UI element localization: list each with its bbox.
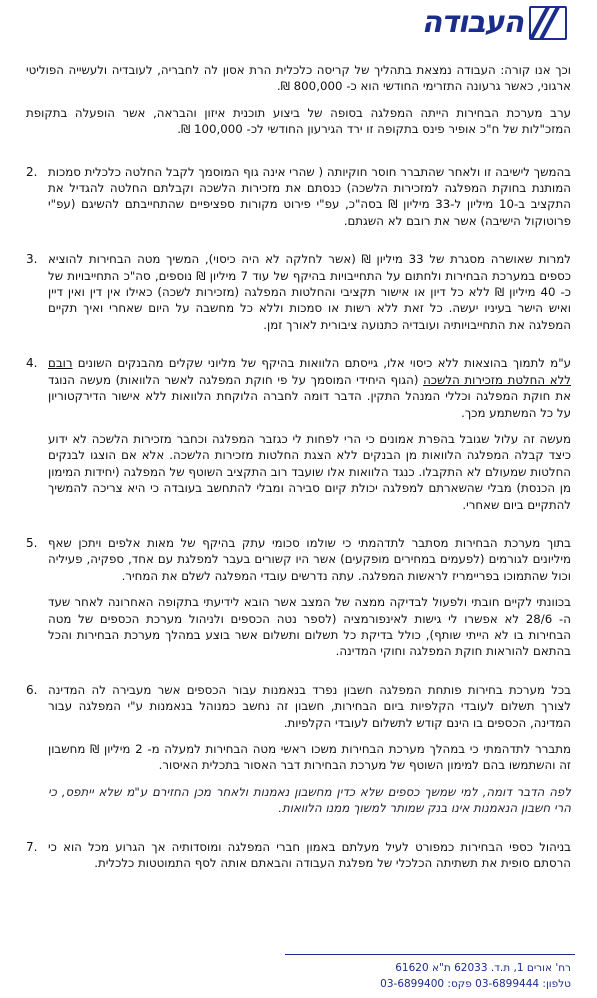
section-5 (26, 535, 571, 660)
letter-body (26, 62, 571, 893)
intro-paragraph-1: וכך אנו קורה: העבודה נמצאת בתהליך של קריסה כלכלית הרת אסון לה לחבריה, לעובדיה ולעשייה הפוליטי ארגוני, כאשר גרעונה התזרימי החודשי הוא כ- 800,000 ₪. (26, 63, 571, 94)
section-number: .7 (26, 839, 38, 854)
section-number: .4 (26, 356, 38, 371)
party-logo (397, 6, 567, 40)
section-3 (26, 251, 571, 333)
section-6 (26, 682, 571, 817)
section-text-continued: מעשה זה עלול שגובל בהפרת אמונים כי הרי לפחות לי כגזבר המפלגה וכחבר מזכירות הלשכה לא ידוע כיצד קבלה המפלגה הלוואות מן הבנקים ללא הצגת החלטות מזכירות הלשכה. אלא אם הוצגו לבנקים החלטות שמעולם לא התקבלו. כנגד הלוואות אלו שועבד רוב התקציב השוטף של המפלגה (יחידות המימון מן הכנסת) מבלי שהשארתם למפלגה יכולת קיום סבירה ומבלי להתחשב בעובדה כי היא צריכה להמשיך להתקיים ביום שאחרי. (48, 431, 571, 512)
letterhead-footer (271, 960, 571, 992)
footer-address: רח' אורים 1, ת.ד. 62033 ת"א 61620 (395, 962, 571, 974)
section-text-part: ע"מ לתמוך בהוצאות ללא כיסוי אלו, גייסתם הלוואות בהיקף של מליוני שקלים מהבנקים השונים (72, 356, 571, 371)
party-emblem-icon (529, 6, 567, 40)
section-text: למרות שאושרה מסגרת של 33 מיליון ₪ (אשר לחלקה לא היה כיסוי), המשיך מטה הבחירות להוציא כספים במערכת הבחירות ולחתום על התחייבויות בהיקף של עוד 7 מיליון ₪ נוספים, סה"כ התחייבויות של כ- 40 מיליון ₪ ללא כל דיון או אישור תקציבי והחלטות המפלגה (מזכירות לשכה) כאילו אין דין ואין דיין ואיש הישר בעיניו יעשה. כל זאת ללא רשות או סמכות וללא כל מחשבה על היום שאחרי ואיך תקיים המפלגה את התחייבויותיה ועובדיה כתנועה ציבורית לאורך זמן. (48, 252, 572, 332)
section-text-continued: בכוונתי לקיים חובתי ולפעול לבדיקה ממצה של המצב אשר הובא לידיעתי בתקופה האחרונה לאחר שעד ה- 28/6 לא אפשרו לי גישות לאינפורמציה (לספר נטה הכספים ולניהול מערכת הכספים של מטה הבחירות בו לא הייתי שותף), כולל בדיקת כל תשלום ותשלום אשר בוצע במהלך מערכת הבחירות והכל בהתאם להוראות חוקת המפלגה וחוקי המדינה. (48, 595, 571, 659)
section-number: .2 (26, 164, 38, 179)
section-text: בתוך מערכת הבחירות מסתבר לתדהמתי כי שולמו סכומי עתק בהיקף של מאות אלפים ויתכן שאף מיליונים לגורמים (לפעמים במחירים מופקעים) אשר היו קשורים בעבר למפלגת עם אחד, ספקיה, פעיליה וכול שהתמוכו בפריימריז לראשות המפלגה. עתה נדרשים עובדי המפלגה לשלם את המחיר. (48, 535, 571, 583)
section-number: .3 (26, 252, 38, 267)
footer-divider (285, 954, 575, 955)
section-7 (26, 839, 571, 872)
intro-paragraph-2: ערב מערכת הבחירות הייתה המפלגה בסופה של ביצוע תוכנית איזון והבראה, אשר הופעלה בתקופת המזכ"לות של ח"כ אופיר פינס בתקופה זו ירד הגירעון החודשי לכ- 100,000 ₪. (26, 105, 571, 137)
section-number: .5 (26, 535, 38, 550)
section-2 (26, 164, 571, 230)
section-text-continued: מתברר לתדהמתי כי במהלך מערכת הבחירות משכו ראשי מטה הבחירות למעלה מ- 2 מיליון ₪ מחשבון זה והשתמשו בהם למימון השוטף של מערכת הבחירות דבר האסור בתכלית האיסור. (48, 742, 571, 773)
section-text-part: (הגוף היחידי המוסמך על פי חוקת המפלגה לאשר הלוואות) מעשה הנוגד את חוקת המפלגה וכללי המנהל התקין. הדבר דומה לחברה הלוקחת הלוואות ללא אישור הדירקטוריון על כל המשתמע מכך. (48, 372, 571, 420)
section-text: בניהול כספי הבחירות כמפורט לעיל מעלתם באמון חברי המפלגה ומוסדותיה אך הגרוע מכל הוא כי הרסתם סופית את תשתיתה הכלכלי של מפלגת העבודה והבאתם אותה לסף התמוטטות כלכלית. (48, 839, 571, 871)
section-text (48, 355, 571, 421)
section-text: בהמשך לישיבה זו ולאחר שהתברר חוסר חוקיותה ( שהרי אינה גוף המוסמך לקבל החלטה כלכלית סמכות המותנת בחוקת המפלגה למזכירות הלשכה) כנסתם את מזכירות הלשכה וקבלתם החלטה להגדיל את התקציב ב-10 מיליון ל-33 מיליון ₪ בסה"כ, עפ"י פירוט מקורות ספציפיים שהתחייבתם להשיגם (עפ"י פרוטוקול הישיבה) אשר את רובם לא השגתם. (48, 164, 572, 228)
handwritten-note: לפה הדבר דומה, למי שמשך כספים שלא כדין מחשבון נאמנות ולאחר מכן החזירם ע"מ שלא ייתפס, כי הרי חשבון הנאמנות אינו בנק שמותר למשוך ממנו הלוואות. (48, 784, 571, 816)
section-4 (26, 355, 571, 513)
section-number: .6 (26, 682, 38, 697)
logo-text: העבודה (421, 5, 523, 40)
footer-phone: טלפון: 03-6899444 פקס: 03-6899400 (380, 978, 571, 990)
underlined-phrase: רובם ללא החלטת מזכירות הלשכה (48, 356, 571, 387)
section-text: בכל מערכת בחירות פותחת המפלגה חשבון נפרד בנאמנות עבור הכספים אשר מעבירה לה המדינה לצורך תשלום לעובדי הקלפיות ביום הבחירות, חשבון זה נחשב כמנוהל בנאמנות ע"י המפלגה עבור המדינה, הכספים בו הינם קודש לתשלום לעובדי הקלפיות. (48, 682, 571, 730)
